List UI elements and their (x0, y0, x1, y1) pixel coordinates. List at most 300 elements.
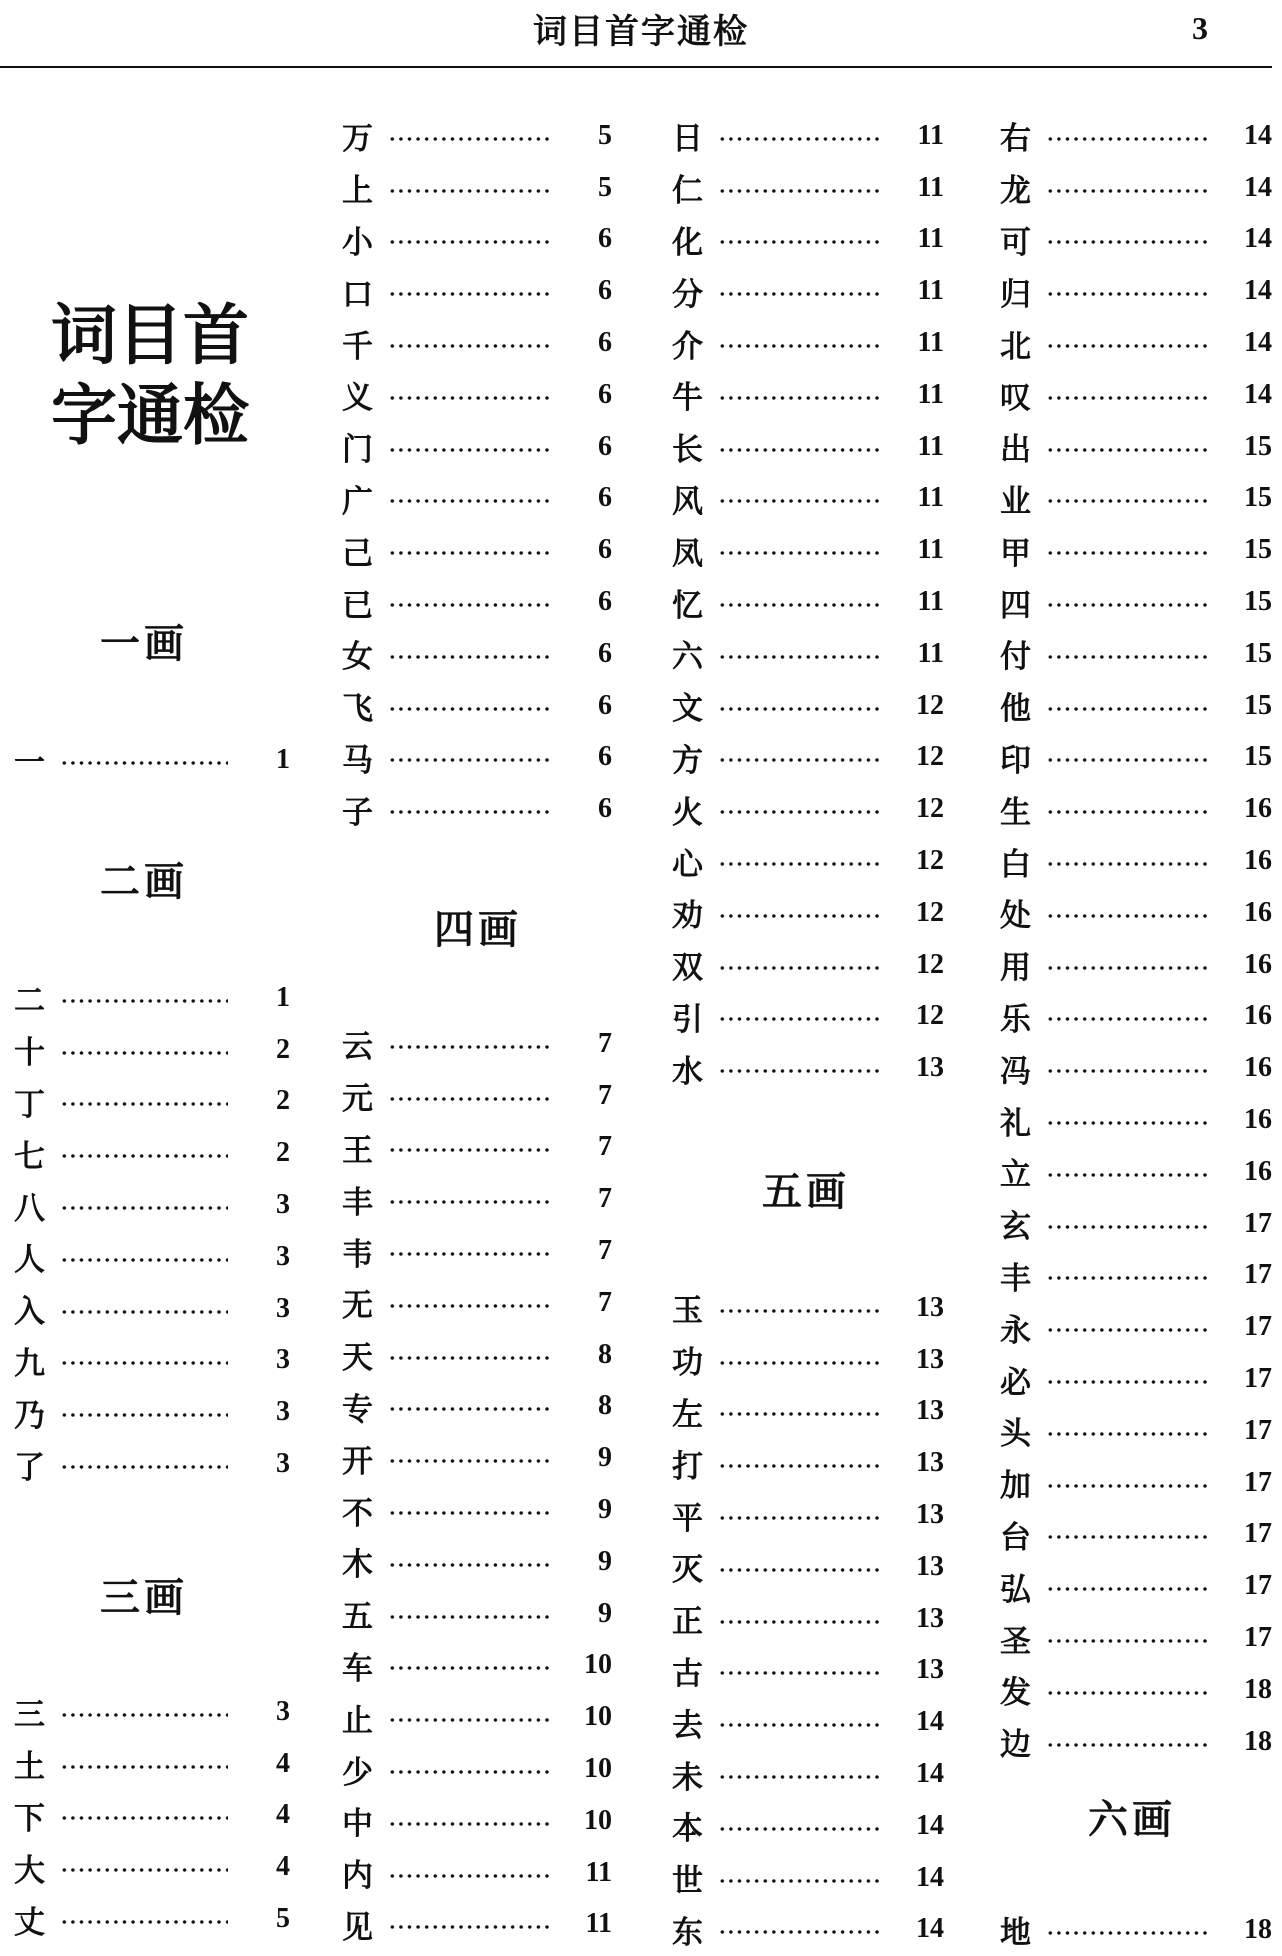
entry-list (342, 110, 612, 835)
entry-character: 玄 (1000, 1209, 1031, 1246)
index-entry (1000, 887, 1272, 939)
entry-character: 平 (672, 1500, 703, 1537)
entry-character: 北 (1000, 328, 1031, 365)
dot-leader (1046, 654, 1210, 660)
entry-character: 礼 (1000, 1105, 1031, 1142)
dot-leader (388, 1665, 550, 1671)
entry-character: 台 (1000, 1519, 1031, 1556)
entry-page-number: 17 (1244, 1363, 1272, 1395)
entry-page-number: 9 (598, 1442, 612, 1474)
entry-page-number: 10 (584, 1753, 612, 1785)
entry-page-number: 14 (916, 1913, 944, 1945)
dot-leader (718, 1463, 882, 1469)
entry-page-number: 1 (276, 981, 290, 1013)
entry-page-number: 15 (1244, 637, 1272, 669)
entry-character: 乃 (14, 1397, 45, 1434)
entry-page-number: 11 (917, 482, 944, 514)
dot-leader (1046, 291, 1210, 297)
dot-leader (718, 136, 882, 142)
index-entry (1000, 110, 1272, 162)
entry-character: 女 (342, 639, 373, 676)
entry-page-number: 8 (598, 1390, 612, 1422)
entry-character: 付 (1000, 639, 1031, 676)
entry-page-number: 17 (1244, 1259, 1272, 1291)
index-entry (672, 1593, 944, 1645)
dot-leader (718, 1411, 882, 1417)
stroke-heading-3: 三画 (100, 1575, 188, 1621)
entry-page-number: 15 (1244, 482, 1272, 514)
entry-character: 引 (672, 1001, 703, 1038)
entry-page-number: 16 (1244, 896, 1272, 928)
dot-leader (1046, 965, 1210, 971)
index-entry (1000, 1198, 1272, 1250)
entry-list (14, 972, 290, 1490)
entry-page-number: 12 (916, 845, 944, 877)
entry-character: 凤 (672, 535, 703, 572)
entry-page-number: 12 (916, 689, 944, 721)
index-entry (1000, 369, 1272, 421)
entry-page-number: 17 (1244, 1518, 1272, 1550)
entry-character: 发 (1000, 1675, 1031, 1712)
entry-character: 丈 (14, 1904, 45, 1941)
index-entry (1000, 1405, 1272, 1457)
dot-leader (1046, 239, 1210, 245)
index-entry (1000, 1716, 1272, 1768)
entry-page-number: 10 (584, 1804, 612, 1836)
dot-leader (718, 1515, 882, 1521)
index-entry (342, 1795, 612, 1847)
index-entry (672, 1800, 944, 1852)
dot-leader (1046, 1379, 1210, 1385)
index-entry (342, 265, 612, 317)
entry-page-number: 18 (1244, 1673, 1272, 1705)
entry-character: 广 (342, 483, 373, 520)
index-entry (14, 1179, 290, 1231)
entry-page-number: 9 (598, 1597, 612, 1629)
dot-leader (1046, 136, 1210, 142)
entry-page-number: 15 (1244, 534, 1272, 566)
section-title-line-1: 词目首 (51, 297, 249, 374)
index-entry (672, 1282, 944, 1334)
dot-leader (388, 498, 550, 504)
index-entry (672, 1042, 944, 1094)
entry-page-number: 8 (598, 1338, 612, 1370)
index-entry (342, 1432, 612, 1484)
entry-character: 仁 (672, 173, 703, 210)
entry-character: 一 (14, 745, 45, 782)
entry-character: 内 (342, 1858, 373, 1895)
entry-character: 王 (342, 1132, 373, 1169)
dot-leader (60, 1919, 228, 1925)
entry-character: 天 (342, 1340, 373, 1377)
dot-leader (1046, 1327, 1210, 1333)
index-entry (1000, 680, 1272, 732)
entry-character: 下 (14, 1800, 45, 1837)
dot-leader (1046, 1638, 1210, 1644)
entry-character: 永 (1000, 1312, 1031, 1349)
entry-page-number: 6 (598, 741, 612, 773)
stroke-heading-1: 一画 (100, 621, 188, 667)
entry-character: 小 (342, 224, 373, 261)
entry-page-number: 13 (916, 1052, 944, 1084)
dot-leader (60, 1153, 228, 1159)
entry-page-number: 3 (276, 1396, 290, 1428)
entry-character: 丁 (14, 1086, 45, 1123)
entry-page-number: 10 (584, 1649, 612, 1681)
entry-character: 业 (1000, 483, 1031, 520)
dot-leader (1046, 1068, 1210, 1074)
entry-page-number: 7 (598, 1235, 612, 1267)
entry-page-number: 16 (1244, 1052, 1272, 1084)
entry-page-number: 16 (1244, 845, 1272, 877)
entry-character: 圣 (1000, 1623, 1031, 1660)
dot-leader (718, 913, 882, 919)
running-header-title: 词目首字通检 (533, 12, 749, 52)
entry-character: 韦 (342, 1236, 373, 1273)
index-entry (1000, 1904, 1272, 1956)
dot-leader (388, 447, 550, 453)
entry-page-number: 3 (276, 1240, 290, 1272)
entry-character: 丰 (342, 1184, 373, 1221)
entry-page-number: 14 (1244, 119, 1272, 151)
dot-leader (388, 1458, 550, 1464)
index-entry (342, 421, 612, 473)
entry-character: 人 (14, 1242, 45, 1279)
entry-page-number: 18 (1244, 1725, 1272, 1757)
entry-page-number: 11 (917, 119, 944, 151)
dot-leader (60, 760, 228, 766)
dot-leader (388, 188, 550, 194)
entry-character: 必 (1000, 1364, 1031, 1401)
entry-page-number: 13 (916, 1499, 944, 1531)
index-entry (342, 1329, 612, 1381)
entry-list (1000, 110, 1272, 1768)
entry-page-number: 4 (276, 1799, 290, 1831)
index-entry (342, 1847, 612, 1899)
index-entry (1000, 576, 1272, 628)
entry-page-number: 11 (585, 1856, 612, 1888)
index-entry (1000, 317, 1272, 369)
dot-leader (718, 1308, 882, 1314)
index-entry (1000, 1301, 1272, 1353)
dot-leader (718, 1722, 882, 1728)
index-entry (1000, 524, 1272, 576)
entry-character: 牛 (672, 380, 703, 417)
entry-list (1000, 1904, 1272, 1956)
dot-leader (1046, 395, 1210, 401)
index-entry (1000, 1250, 1272, 1302)
index-entry (14, 1893, 290, 1945)
dot-leader (718, 1016, 882, 1022)
dot-leader (718, 343, 882, 349)
index-entry (1000, 732, 1272, 784)
index-entry (14, 734, 290, 786)
entry-page-number: 7 (598, 1286, 612, 1318)
entry-page-number: 14 (916, 1706, 944, 1738)
dot-leader (718, 1068, 882, 1074)
entry-character: 地 (1000, 1915, 1031, 1952)
dot-leader (388, 706, 550, 712)
entry-page-number: 11 (917, 171, 944, 203)
index-entry (342, 1381, 612, 1433)
dot-leader (718, 861, 882, 867)
index-entry (672, 576, 944, 628)
index-entry (1000, 1509, 1272, 1561)
index-entry (342, 1277, 612, 1329)
index-entry (672, 783, 944, 835)
entry-character: 中 (342, 1806, 373, 1843)
entry-character: 千 (342, 328, 373, 365)
index-entry (342, 576, 612, 628)
entry-character: 少 (342, 1754, 373, 1791)
entry-character: 东 (672, 1914, 703, 1951)
index-entry (14, 1841, 290, 1893)
entry-character: 印 (1000, 742, 1031, 779)
section-title (30, 296, 270, 456)
index-entry (1000, 991, 1272, 1043)
entry-character: 本 (672, 1811, 703, 1848)
dot-leader (1046, 1742, 1210, 1748)
entry-character: 白 (1000, 846, 1031, 883)
entry-character: 用 (1000, 950, 1031, 987)
entry-character: 五 (342, 1599, 373, 1636)
dot-leader (1046, 757, 1210, 763)
dot-leader (718, 239, 882, 245)
entry-character: 木 (342, 1547, 373, 1584)
entry-page-number: 13 (916, 1654, 944, 1686)
entry-page-number: 16 (1244, 793, 1272, 825)
index-entry (14, 1231, 290, 1283)
entry-list (14, 1686, 290, 1945)
dot-leader (388, 1096, 550, 1102)
entry-character: 土 (14, 1749, 45, 1786)
dot-leader (60, 1712, 228, 1718)
entry-page-number: 11 (917, 430, 944, 462)
entry-list (672, 110, 944, 1094)
dot-leader (718, 291, 882, 297)
index-entry (1000, 1664, 1272, 1716)
dot-leader (388, 809, 550, 815)
dot-leader (60, 1867, 228, 1873)
index-entry (342, 1588, 612, 1640)
dot-leader (388, 1821, 550, 1827)
entry-character: 玉 (672, 1293, 703, 1330)
index-entry (672, 1696, 944, 1748)
dot-leader (718, 1826, 882, 1832)
entry-page-number: 3 (276, 1189, 290, 1221)
entry-page-number: 6 (598, 534, 612, 566)
index-entry (342, 1536, 612, 1588)
entry-character: 双 (672, 950, 703, 987)
dot-leader (388, 1717, 550, 1723)
entry-character: 车 (342, 1650, 373, 1687)
entry-character: 龙 (1000, 173, 1031, 210)
dot-leader (60, 998, 228, 1004)
dot-leader (60, 1205, 228, 1211)
index-entry (672, 1437, 944, 1489)
entry-page-number: 11 (917, 327, 944, 359)
entry-character: 文 (672, 691, 703, 728)
dot-leader (388, 395, 550, 401)
entry-page-number: 9 (598, 1545, 612, 1577)
entry-page-number: 3 (276, 1344, 290, 1376)
entry-list (342, 1018, 612, 1950)
dot-leader (388, 602, 550, 608)
entry-list (14, 734, 290, 786)
dot-leader (1046, 1483, 1210, 1489)
entry-page-number: 16 (1244, 1104, 1272, 1136)
entry-page-number: 15 (1244, 430, 1272, 462)
entry-character: 甲 (1000, 535, 1031, 572)
entry-character: 子 (342, 794, 373, 831)
entry-character: 丰 (1000, 1260, 1031, 1297)
index-entry (342, 1122, 612, 1174)
index-entry (1000, 1612, 1272, 1664)
dot-leader (388, 1510, 550, 1516)
entry-character: 介 (672, 328, 703, 365)
index-entry (342, 1743, 612, 1795)
section-title-line-2: 字通检 (51, 377, 249, 454)
index-entry (672, 1748, 944, 1800)
dot-leader (388, 1873, 550, 1879)
entry-page-number: 6 (598, 793, 612, 825)
index-entry (14, 1686, 290, 1738)
entry-character: 边 (1000, 1727, 1031, 1764)
entry-page-number: 14 (1244, 223, 1272, 255)
dot-leader (718, 757, 882, 763)
entry-page-number: 13 (916, 1291, 944, 1323)
entry-page-number: 13 (916, 1343, 944, 1375)
dot-leader (388, 136, 550, 142)
index-entry (14, 1335, 290, 1387)
dot-leader (718, 447, 882, 453)
entry-page-number: 17 (1244, 1311, 1272, 1343)
dot-leader (1046, 550, 1210, 556)
index-entry (1000, 265, 1272, 317)
entry-page-number: 6 (598, 637, 612, 669)
index-entry (672, 1386, 944, 1438)
entry-page-number: 15 (1244, 586, 1272, 618)
index-entry (1000, 1042, 1272, 1094)
index-entry (1000, 421, 1272, 473)
index-entry (672, 1334, 944, 1386)
dot-leader (60, 1257, 228, 1263)
dot-leader (388, 343, 550, 349)
entry-character: 方 (672, 742, 703, 779)
index-entry (672, 991, 944, 1043)
entry-character: 他 (1000, 691, 1031, 728)
entry-page-number: 14 (1244, 171, 1272, 203)
entry-character: 叹 (1000, 380, 1031, 417)
dot-leader (1046, 1120, 1210, 1126)
entry-character: 出 (1000, 432, 1031, 469)
entry-page-number: 14 (1244, 275, 1272, 307)
index-entry (14, 1076, 290, 1128)
dot-leader (60, 1050, 228, 1056)
stroke-heading-6: 六画 (1088, 1797, 1176, 1843)
dot-leader (388, 757, 550, 763)
entry-character: 未 (672, 1759, 703, 1796)
index-entry (672, 162, 944, 214)
index-entry (672, 732, 944, 784)
index-entry (342, 1018, 612, 1070)
entry-character: 灭 (672, 1552, 703, 1589)
dot-leader (60, 1309, 228, 1315)
index-entry (672, 421, 944, 473)
entry-page-number: 17 (1244, 1207, 1272, 1239)
entry-character: 大 (14, 1852, 45, 1889)
entry-page-number: 14 (1244, 327, 1272, 359)
entry-character: 水 (672, 1053, 703, 1090)
entry-character: 四 (1000, 587, 1031, 624)
entry-character: 八 (14, 1190, 45, 1227)
dot-leader (718, 1360, 882, 1366)
entry-page-number: 17 (1244, 1570, 1272, 1602)
entry-character: 心 (672, 846, 703, 883)
dot-leader (1046, 188, 1210, 194)
index-entry (672, 1904, 944, 1956)
dot-leader (1046, 1930, 1210, 1936)
dot-leader (60, 1464, 228, 1470)
dot-leader (1046, 1016, 1210, 1022)
dot-leader (388, 291, 550, 297)
index-entry (14, 1024, 290, 1076)
dot-leader (60, 1101, 228, 1107)
dot-leader (60, 1360, 228, 1366)
dot-leader (1046, 447, 1210, 453)
index-entry (342, 110, 612, 162)
entry-character: 加 (1000, 1468, 1031, 1505)
entry-page-number: 6 (598, 223, 612, 255)
dot-leader (1046, 1690, 1210, 1696)
entry-page-number: 7 (598, 1183, 612, 1215)
index-entry (1000, 1560, 1272, 1612)
dot-leader (60, 1764, 228, 1770)
dot-leader (388, 1199, 550, 1205)
entry-page-number: 2 (276, 1085, 290, 1117)
dot-leader (388, 1614, 550, 1620)
index-entry (342, 1691, 612, 1743)
index-entry (342, 1640, 612, 1692)
index-entry (672, 473, 944, 525)
entry-page-number: 2 (276, 1033, 290, 1065)
entry-character: 生 (1000, 794, 1031, 831)
dot-leader (1046, 1224, 1210, 1230)
dot-leader (388, 1044, 550, 1050)
entry-character: 已 (342, 587, 373, 624)
entry-character: 头 (1000, 1416, 1031, 1453)
entry-page-number: 6 (598, 327, 612, 359)
entry-page-number: 7 (598, 1131, 612, 1163)
entry-page-number: 6 (598, 689, 612, 721)
entry-character: 右 (1000, 121, 1031, 158)
entry-page-number: 14 (916, 1861, 944, 1893)
index-entry (342, 1899, 612, 1951)
entry-page-number: 2 (276, 1137, 290, 1169)
header-rule (0, 66, 1272, 68)
entry-page-number: 11 (917, 534, 944, 566)
entry-page-number: 1 (276, 743, 290, 775)
entry-page-number: 13 (916, 1447, 944, 1479)
index-entry (1000, 835, 1272, 887)
entry-character: 专 (342, 1391, 373, 1428)
entry-character: 三 (14, 1697, 45, 1734)
dot-leader (718, 1774, 882, 1780)
entry-page-number: 16 (1244, 1155, 1272, 1187)
index-entry (342, 1484, 612, 1536)
entry-character: 义 (342, 380, 373, 417)
dot-leader (1046, 1172, 1210, 1178)
